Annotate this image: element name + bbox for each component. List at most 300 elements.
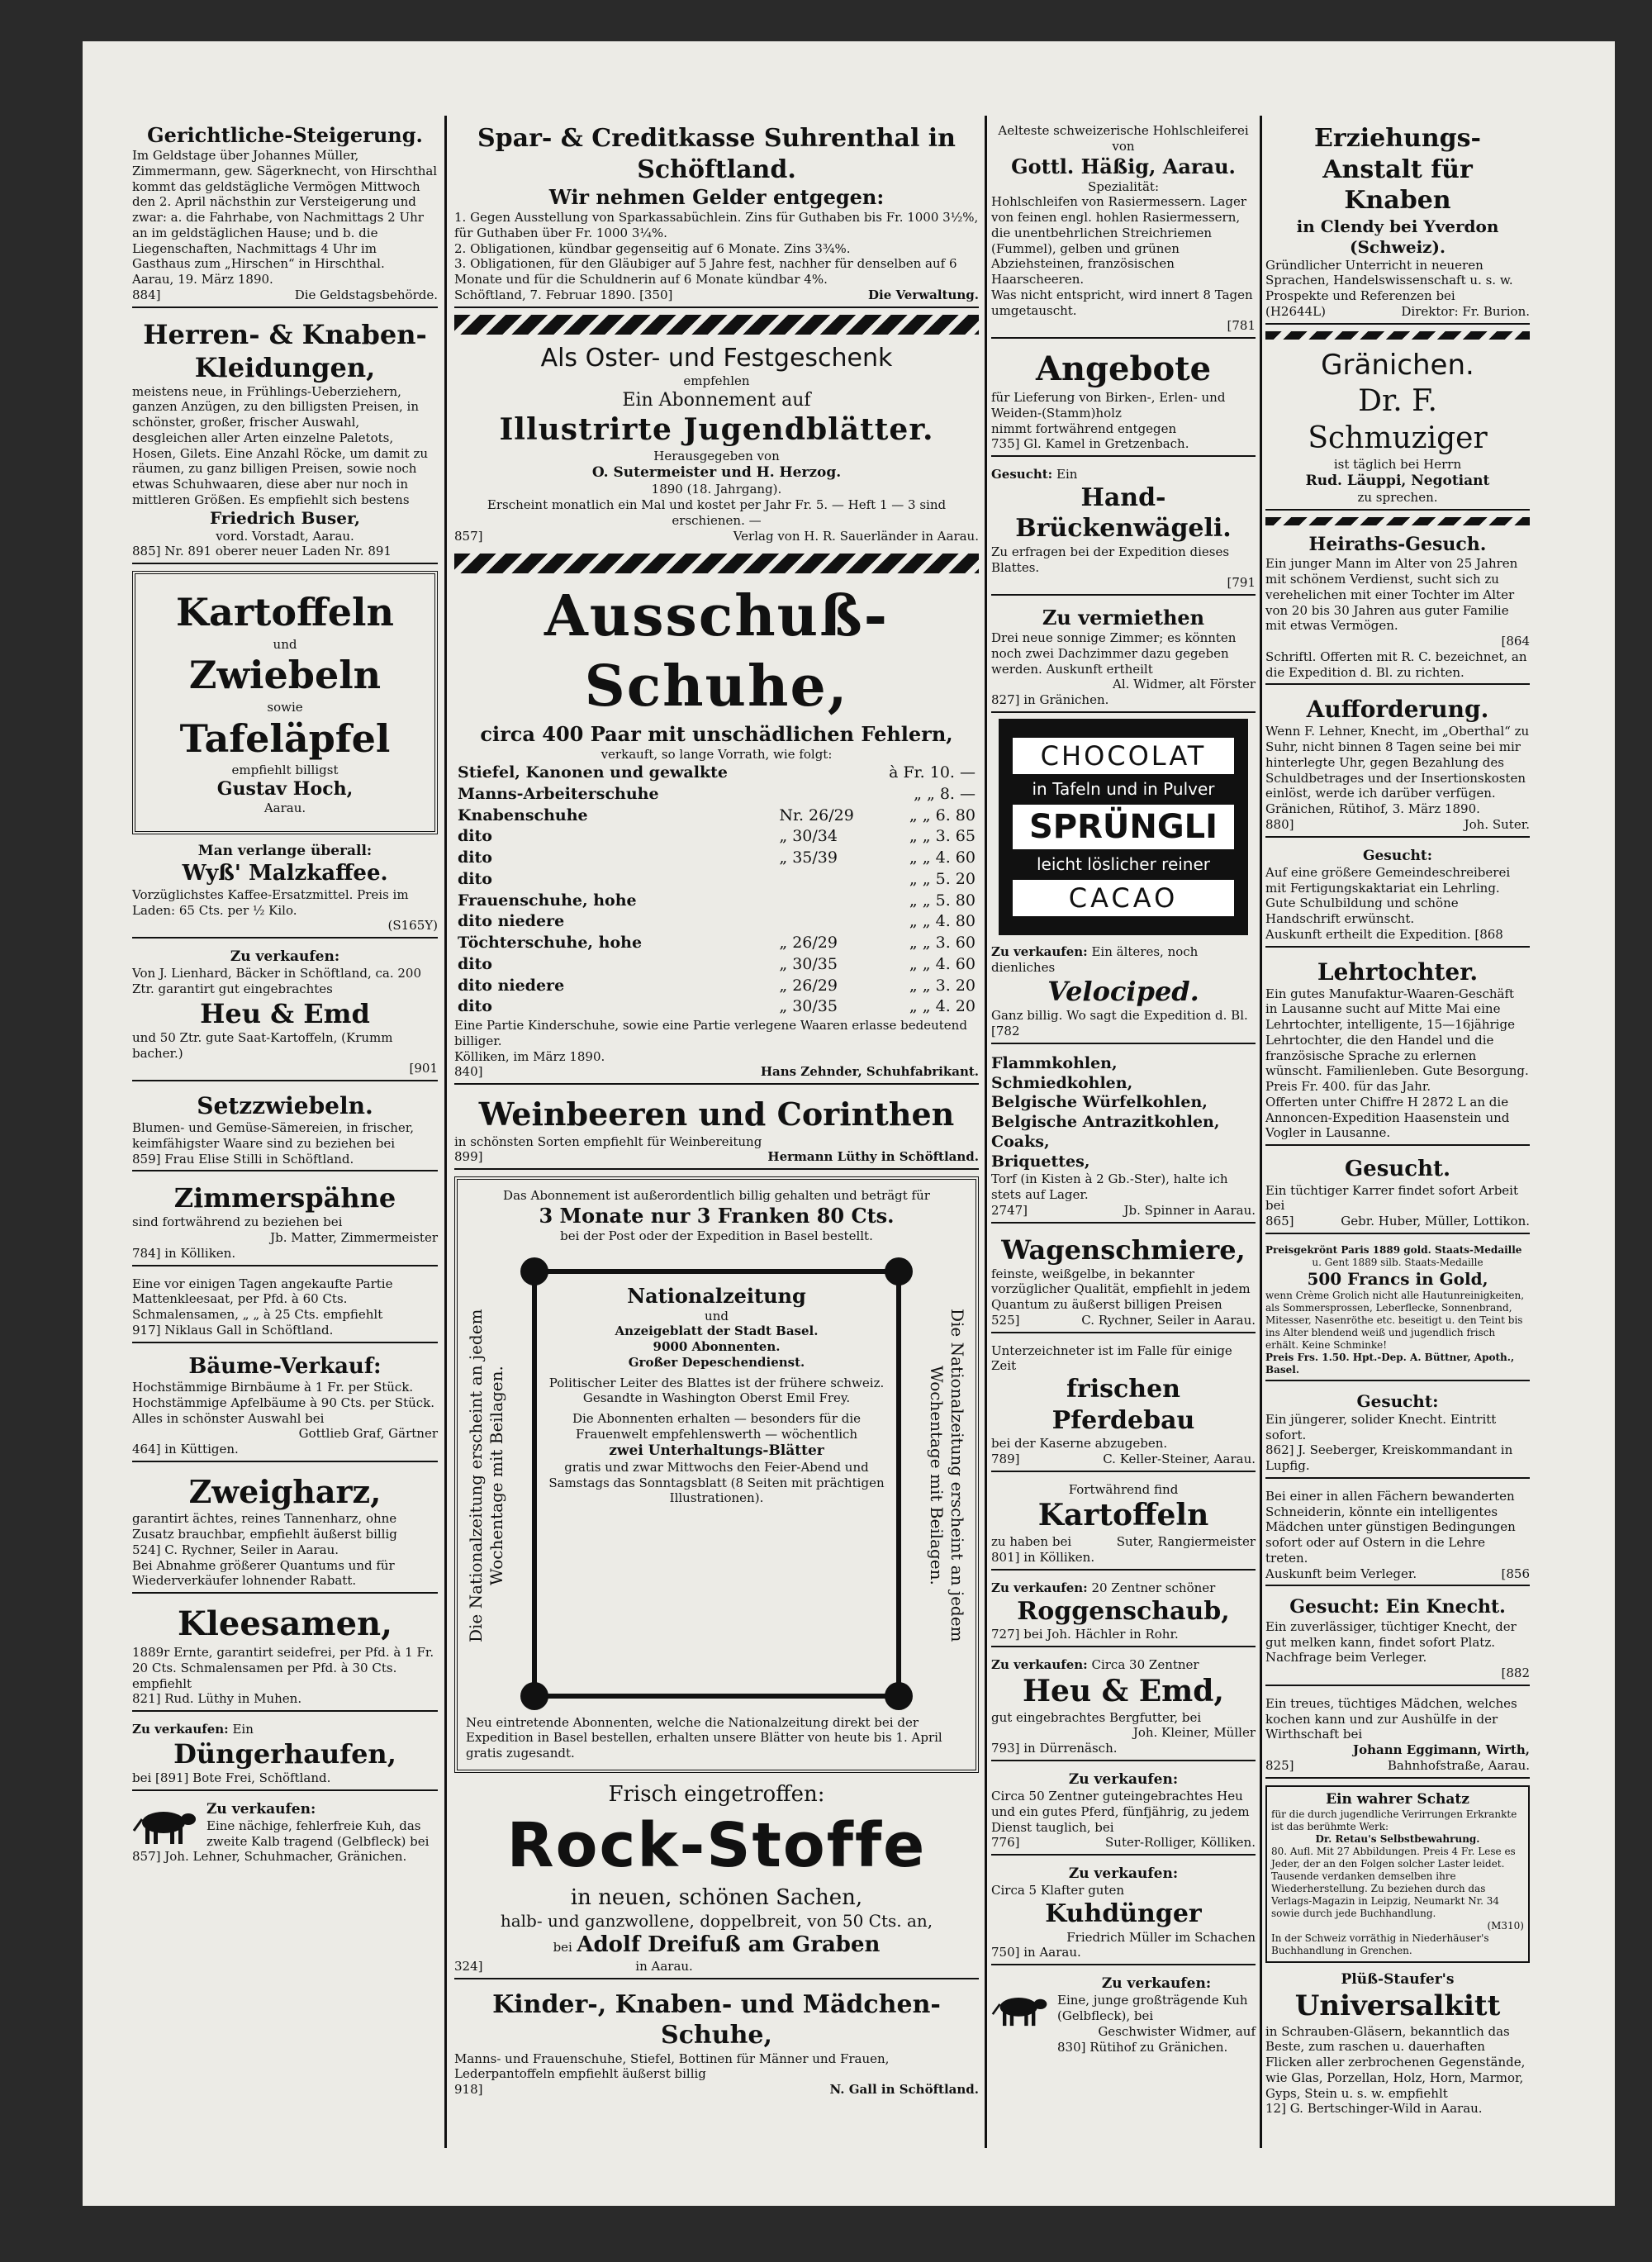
ad-text: Eine vor einigen Tagen angekaufte Partie Mattenkleesaat, per Pfd. à 60 Cts. Schmalensamen, „ „ à 25 Cts. empfiehlt [132,1276,393,1322]
ad-setzzwiebeln [132,1088,438,1171]
price-cell: „ „ 6. 80 [909,805,976,824]
corner-dot [520,1257,548,1285]
ad-number: 885] Nr. 891 oberer neuer Laden Nr. 891 [132,544,392,559]
ad-ostergeschenk [454,340,979,548]
ad-kinderschuhe [454,1986,979,2101]
price-row [454,869,979,891]
ad-signature: 859] Frau Elise Stilli in Schöftland. [132,1151,354,1167]
ad-text: Circa 50 Zentner guteingebrachtes Heu und ein gutes Pferd, fünfjährig, zu jedem Dienst tauglich, bei [991,1789,1250,1835]
ad-head: Zu verkaufen: [991,1580,1088,1595]
ad-title: Ein wahrer Schatz [1326,1790,1469,1808]
ad-text: Was nicht entspricht, wird innert 8 Tagen umgetauscht. [991,287,1253,318]
ad-signature: C. Keller-Steiner, Aarau. [1103,1451,1256,1466]
ad-number: 884] [132,287,161,302]
ad-number: 801] in Kölliken. [991,1550,1095,1565]
ad-text: und 50 Ztr. gute Saat-Kartoffeln, (Krumm bacher.) [132,1029,393,1061]
ad-text: Drei neue sonnige Zimmer; es könnten noch zwei Dachzimmer dazu gegeben werden. Auskunft ertheilt [991,630,1237,677]
ad-kartoffeln [991,1479,1256,1571]
cow-icon [991,1989,1049,2030]
ad-baeume-verkauf [132,1350,438,1462]
ad-text: 20 Zentner schöner [1091,1580,1216,1595]
ad-text: Die Abonnenten erhalten — besonders für die Frauenwelt empfehlenswerth — wöchentlich [572,1411,862,1442]
size-cell: „ 30/34 [779,827,838,846]
ad-text: Neu eintretende Abonnenten, welche die Nationalzeitung direkt bei der Expedition in Basel bestellen, erhalten unsere Blätter von heute bis 1. April gratis zugesandt. [466,1714,942,1761]
ad-number: 789] [991,1451,1020,1466]
ad-head: Zu verkaufen: [132,1722,229,1737]
ad-text: Unterzeichneter ist im Falle für einige Zeit [991,1342,1232,1374]
ad-text: halb- und ganzwollene, doppelbreit, von 50 Cts. an, [500,1911,933,1932]
ad-head: Zu verkaufen: [991,943,1088,959]
ad-number: 830] Rütihof zu Gränichen. [1057,2039,1228,2055]
item-cell: Stiefel, Kanonen und gewalkte [458,763,728,782]
column-1 [132,120,438,1875]
ad-signature: 735] Gl. Kamel in Gretzenbach. [991,436,1189,452]
ad-text: bei [553,1940,572,1955]
ad-number: (S165Y) [387,918,438,934]
ad-text: Ein gutes Manufaktur-Waaren-Geschäft in Lausanne sucht auf Mitte Mai eine Lehrtochter, intelligente, 15—16jährige Lehrtochter, die den Handel und die französische Sprache zu erlernen wünscht. Familienleben. Gute Besorgung. Preis Fr. 400. für das Jahr. [1265,986,1529,1094]
ad-knecht-2 [1265,1593,1530,1686]
size-cell [776,763,870,784]
ad-number: 2747] [991,1202,1028,1218]
ad-text: Ein Abonnement auf [622,389,811,411]
ad-title: Tafeläpfel [179,715,391,761]
ad-knecht [1265,1388,1530,1479]
ad-zweigharz [132,1469,438,1594]
ad-head: Gesucht: [1362,847,1433,864]
ad-text: Eine Partie Kinderschuhe, sowie eine Partie verlegene Waaren erlasse bedeutend billiger. [454,1018,967,1048]
ad-item: 2. Obligationen, kündbar gegenseitig auf 6 Monate. Zins 3¾%. [454,240,851,256]
ad-text: in Tafeln und in Pulver [1032,778,1215,799]
ad-text: Ein zuverlässiger, tüchtiger Knecht, der gut melken kann, findet sofort Platz. Nachfrage beim Verleger. [1265,1618,1517,1666]
ad-head: Zu verkaufen: [230,948,340,965]
ad-head: Man verlange überall: [197,843,373,859]
ad-text: für Lieferung von Birken-, Erlen- und Weiden-(Stamm)holz [991,390,1226,421]
ad-roggenschaub [991,1577,1256,1647]
ad-text: Ein treues, tüchtiges Mädchen, welches kochen kann und zur Aushülfe in der Wirthschaft bei [1265,1695,1517,1742]
ad-number: 464] in Küttigen. [132,1442,239,1457]
ad-sparkasse [454,120,979,308]
item-cell: Knabenschuhe [458,805,588,824]
ad-number: [901 [409,1061,438,1076]
ad-text: von [1112,138,1135,154]
ad-karrer [1265,1152,1530,1234]
ad-text: gratis und zwar Mittwochs den Feier-Abend und Samstags das Sonntagsblatt (8 Seiten mit prächtigen Illustrationen). [548,1459,885,1506]
decorative-stripe [1265,331,1530,340]
price-cell: „ „ 4. 60 [909,848,976,867]
ad-title: Gottl. Häßig, Aarau. [1011,154,1236,178]
ad-wagenschmiere [991,1230,1256,1333]
ad-number: [350] [639,287,673,302]
ad-malzkaffee [132,839,438,939]
ad-number: 899] [454,1149,483,1165]
ad-nationalzeitung [454,1176,979,1773]
ad-heu-emd [132,945,438,1081]
ad-kleesamen [132,1600,438,1712]
ad-number: 750] in Aarau. [991,1945,1081,1960]
ad-lehrtochter [1265,954,1530,1147]
ad-signature: J. Seeberger, Kreiskommandant in Lupfig. [1265,1442,1513,1473]
item-cell: dito niedere [458,976,565,995]
ad-kuhduenger [991,1862,1256,1965]
item-cell: Töchterschuhe, hohe [458,934,643,952]
ad-signature: Verlag von H. R. Sauerländer in Aarau. [733,528,979,544]
ad-signature: 821] Rud. Lüthy in Muhen. [132,1691,302,1707]
ad-date: Gränichen, Rütihof, 3. März 1890. [1265,801,1480,816]
coal-item: Belgische Antrazitkohlen, [991,1113,1220,1131]
ad-kohlen [991,1051,1256,1224]
column-rule [444,116,447,2148]
price-row [454,826,979,848]
ad-number: 840] [454,1064,483,1080]
ad-text: Von J. Lienhard, Bäcker in Schöftland, ca. 200 Ztr. garantirt gut eingebrachtes [132,966,422,996]
ad-head: Gesucht: [1356,1390,1439,1411]
ad-text: Ein jüngerer, solider Knecht. Eintritt sofort. [1265,1411,1497,1442]
ad-title: Heu & Emd, [1023,1673,1224,1708]
ad-number: 857] [454,528,483,544]
size-cell [776,784,870,805]
ad-signature: Al. Widmer, alt Förster [1113,677,1256,692]
ad-title: Bäume-Verkauf: [188,1353,382,1379]
ad-title: Zu vermiethen [1042,606,1205,630]
ad-text: Gründlicher Unterricht in neueren Sprachen, Handelswissenschaft u. s. w. Prospekte und Referenzen bei [1265,257,1513,303]
ad-title: Gerichtliche-Steigerung. [147,123,423,147]
ad-text: Politischer Leiter des Blattes ist der frühere schweiz. Gesandte in Washington Oberst Emil Frey. [548,1375,885,1406]
ad-wahrer-schatz [1265,1785,1530,1963]
size-cell [776,869,870,891]
price-cell: à Fr. 10. — [889,763,976,782]
ad-text: Vorzüglichstes Kaffee-Ersatzmittel. Preis im Laden: 65 Cts. per ½ Kilo. [132,886,409,918]
ad-text: Circa 5 Klafter guten [991,1883,1125,1898]
coal-item: Coaks, [991,1132,1050,1151]
ad-text: ist täglich bei Herrn [1333,457,1462,472]
ad-text: u. Gent 1889 silb. Staats-Medaille [1312,1256,1483,1268]
ad-title: Gesucht. [1344,1157,1451,1181]
ad-text: und [273,636,297,652]
price-row [454,933,979,954]
ad-head: Plüß-Staufer's [1341,1970,1455,1988]
ad-title: Heu & Emd [200,997,370,1029]
ad-ausschuss-schuhe [454,578,979,1085]
ad-head: Zu verkaufen: [1068,1770,1179,1788]
ad-head: Frisch eingetroffen: [608,1781,825,1807]
ad-text: empfiehlt billigst [231,763,339,777]
ad-text: garantirt ächtes, reines Tannenharz, ohne Zusatz brauchbar, empfiehlt äußerst billig [132,1511,397,1542]
ad-address: vord. Vorstadt, Aarau. [216,528,354,544]
ad-text: empfehlen [683,373,750,388]
ad-text: feinste, weißgelbe, in bekannter vorzüglicher Qualität, empfiehlt in jedem Quantum zu äußerst billigen Preisen [991,1266,1251,1312]
item-cell: dito [458,997,492,1016]
ad-number: [782 [991,1024,1020,1038]
ad-signature: Adolf Dreifuß am Graben [577,1932,881,1958]
price-cell: „ „ 4. 20 [909,997,976,1016]
ad-signature: bei [891] Bote Frei, Schöftland. [132,1770,331,1785]
ad-chocolat-spruengli [1001,721,1246,933]
ad-text: zu haben bei [991,1534,1072,1550]
ad-text: Bei einer in allen Fächern bewanderten Schneiderin, könnte ein intelligentes Mädchen unter günstigen Bedingungen sofort oder auf Ostern in die Lehre treten. [1265,1488,1516,1566]
ad-heu-emd-2 [991,1654,1256,1761]
ad-erziehungsanstalt [1265,120,1530,325]
ad-text: 80. Aufl. Mit 27 Abbildungen. Preis 4 Fr. Lese es Jeder, der an den Folgen solcher Laster leidet. Tausende verdanken demselben ihre Wiederherstellung. Zu beziehen durch das Verlags-Magazin in Leipzig, Neumarkt Nr. 34 sowie durch jede Buchhandlung. [1271,1845,1516,1919]
ad-hohlschleiferei [991,120,1256,339]
ad-title: CACAO [1013,880,1234,916]
price-cell: „ „ 5. 80 [909,891,976,910]
ad-text: gut eingebrachtes Bergfutter, bei [991,1709,1202,1725]
ad-title: Gesucht: Ein Knecht. [1289,1596,1506,1618]
nz-frame [532,1269,901,1699]
ad-title: Setzzwiebeln. [197,1092,373,1119]
column-3 [991,120,1256,2065]
ad-head: Zu verkaufen: [1101,1975,1212,1992]
ad-title: Heiraths-Gesuch. [1308,533,1487,555]
coal-item: Flammkohlen, [991,1053,1118,1072]
ad-title: Zimmerspähne [173,1182,396,1214]
ad-text: Ein tüchtiger Karrer findet sofort Arbeit bei [1265,1182,1518,1214]
ad-text: Ein älteres, noch dienliches [991,943,1199,975]
ad-title: CHOCOLAT [1013,738,1234,774]
ad-title: Velociped. [1047,976,1199,1008]
ad-mattenkleesaat [132,1273,438,1343]
decorative-stripe [454,315,979,335]
ad-signature: Suter, Rangiermeister [1116,1534,1256,1550]
price-row [454,784,979,805]
ad-number: (M310) [1487,1919,1524,1932]
ad-signature: 727] bei Joh. Hächler in Rohr. [991,1627,1179,1642]
ad-address: Bahnhofstraße, Aarau. [1387,1757,1530,1773]
ad-text: sind fortwährend zu beziehen bei [132,1214,343,1230]
ad-title: Zweigharz, [188,1472,382,1510]
ad-text: Das Abonnement ist außerordentlich billig gehalten und beträgt für [503,1188,930,1203]
ad-title: Kartoffeln [1037,1498,1209,1533]
ad-signature: Die Geldstagsbehörde. [294,287,438,302]
ad-title: Kleesamen, [177,1604,393,1643]
ad-text: Ein [232,1722,254,1737]
price-row [454,954,979,976]
ad-title: Kinder-, Knaben- und Mädchen-Schuhe, [492,1989,941,2050]
ad-subtitle: circa 400 Paar mit unschädlichen Fehlern, [480,722,953,747]
ad-brueckenwaegeli [991,463,1256,596]
item-cell: dito [458,848,492,867]
ad-text: wenn Crème Grolich nicht alle Hautunreinigkeiten, als Sommersprossen, Leberflecke, Sonnenbrand, Mitesser, Nasenröthe etc. beseitigt u. den Teint bis ins Alter blendend weiß und jugendlich frisch erhält. Keine Schminke! [1265,1289,1525,1351]
ad-signature: Johann Eggimann, Wirth, [1353,1742,1530,1757]
ad-text: Herausgegeben von [653,449,780,464]
ad-text: Zu erfragen bei der Expedition dieses Blattes. [991,544,1230,575]
column-4 [1265,120,1530,2127]
price-row [454,976,979,997]
ad-text: verkauft, so lange Vorrath, wie folgt: [601,747,833,763]
ad-place: in Aarau. [635,1958,693,1974]
ad-text: O. Sutermeister und H. Herzog. [591,464,842,481]
ad-kuh-2 [991,1972,1256,2058]
item-cell: dito [458,827,492,846]
ad-signature: Hans Zehnder, Schuhfabrikant. [760,1064,979,1080]
ad-title: Universalkitt [1294,1989,1501,2022]
item-cell: dito [458,869,492,888]
ad-signature: Friedrich Müller im Schachen [1066,1929,1256,1945]
ad-text: Ein junger Mann im Alter von 25 Jahren mit schönem Verdienst, sucht sich zu verehelichen mit einer Tochter im Alter von 20 bis 30 Jahren aus guter Familie mit etwas Vermögen. [1265,556,1518,634]
ad-maedchen [1265,1693,1530,1779]
size-cell: „ 26/29 [779,934,838,952]
item-cell: Frauenschuhe, hohe [458,891,637,910]
ad-text: Preis Frs. 1.50. Hpt.-Dep. A. Büttner, Apoth., Basel. [1265,1351,1515,1376]
newspaper-page [83,41,1615,2206]
ad-text: Auskunft ertheilt die Expedition. [1265,926,1471,942]
price-row [454,891,979,912]
ad-signature: 524] C. Rychner, Seiler in Aarau. [132,1542,339,1557]
ad-text: Spezialität: [1087,178,1160,194]
ad-signature: Hermann Lüthy in Schöftland. [767,1149,979,1165]
ad-signature: C. Rychner, Seiler in Aarau. [1081,1312,1256,1328]
ad-head: Fortwährend find [1068,1481,1179,1497]
price-cell: „ „ 4. 80 [909,912,976,931]
price-table [454,763,979,1018]
size-cell [776,891,870,912]
ad-weinbeeren [454,1091,979,1170]
size-cell: „ 26/29 [779,976,838,995]
ad-universalkitt [1265,1968,1530,2120]
ad-text: und [705,1308,729,1323]
ad-text: Blumen- und Gemüse-Sämereien, in frischer, keimfähigster Waare sind zu beziehen bei [132,1120,415,1151]
ad-title: Aufforderung. [1306,696,1489,724]
ad-number: 865] [1265,1214,1294,1228]
size-cell: „ 35/39 [779,848,838,867]
ad-title: Lehrtochter. [1317,958,1479,986]
ad-title: Als Oster- und Festgeschenk [540,343,893,373]
ad-number: [856 [1501,1566,1530,1581]
ad-signature: Gebr. Huber, Müller, Lottikon. [1341,1214,1530,1228]
price-cell: „ „ 4. 60 [909,954,976,973]
price-cell: „ „ 8. — [914,784,976,803]
cow-icon [132,1803,198,1847]
ad-text: bei der Post oder der Expedition in Basel bestellt. [560,1228,873,1243]
size-cell: „ 30/35 [779,954,838,973]
price-cell: „ „ 3. 65 [909,827,976,846]
ad-head: Aelteste schweizerische Hohlschleiferei [998,123,1249,138]
ad-text: Anzeigeblatt der Stadt Basel. [615,1323,819,1339]
ad-kartoffeln-zwiebeln [132,571,438,834]
ad-text: Hochstämmige Birnbäume à 1 Fr. per Stück. Hochstämmige Apfelbäume à 90 Cts. per Stück. Alles in schönster Auswahl bei [132,1380,435,1426]
ad-date: Aarau, 19. März 1890. [132,272,273,287]
ad-signature: Geschwister Widmer, auf [1098,2023,1256,2039]
ad-pferdebau [991,1340,1256,1472]
ad-number: [882 [1501,1666,1530,1680]
ad-signature: 917] Niklaus Gall in Schöftland. [132,1322,334,1338]
ad-text: Hohlschleifen von Rasiermessern. Lager von feinen engl. hohlen Rasiermessern, die unentbehrlichen Streichriemen (Fummel), gelben und grünen Abziehsteinen, französischen Haarscheeren. [991,194,1247,287]
ad-text: Torf (in Kisten à 2 Gb.-Ster), halte ich stets auf Lager. [991,1171,1228,1202]
corner-dot [885,1257,913,1285]
ad-subtitle: in neuen, schönen Sachen, [570,1884,863,1910]
ad-title: Angebote [1035,349,1212,388]
ad-item: 3. Obligationen, für den Gläubiger auf 5 Jahre fest, nachher für denselben auf 6 Monate und für die Schuldnerin auf 6 Monate kündbar 4%. [454,256,957,287]
ad-number: 827] in Gränichen. [991,692,1109,707]
ad-text: 1890 (18. Jahrgang). [651,482,782,497]
ad-title: Kuhdünger [1045,1899,1202,1928]
ad-signature: Suter-Rolliger, Kölliken. [1105,1835,1256,1851]
decorative-stripe [1265,517,1530,525]
ad-text: nimmt fortwährend entgegen [991,421,1177,436]
ad-text: Im Geldstage über Johannes Müller, Zimmermann, gew. Sägerknecht, von Hirschthal kommt das geldstägliche Vermögen Mittwoch den 2. April nächsthin zur Versteigerung und zwar: a. die Fahrhabe, von Nachmittags 2 Uhr an im geldstäglichen Hause; und b. die Liegenschaften, Nachmittags 4 Uhr im Gasthaus zum „Hirschen“ in Hirschthal. [132,148,438,272]
ad-text: zu sprechen. [1357,490,1438,505]
ad-title: Erziehungs-Anstalt für Knaben [1314,124,1481,215]
ad-name: Dr. F. Schmuziger [1308,384,1488,455]
size-cell [776,911,870,933]
ad-title: SPRÜNGLI [1013,805,1234,849]
ad-velociped [991,941,1256,1044]
ad-number: 918] [454,2082,483,2097]
ad-gerichtliche-steigerung [132,120,438,308]
ad-head: Gesucht: [991,467,1053,482]
ad-title: Hand-Brückenwägeli. [1015,482,1232,544]
ad-text: Schriftl. Offerten mit R. C. bezeichnet, an die Expedition d. Bl. zu richten. [1265,649,1527,680]
ad-heiraths-gesuch [1265,530,1530,686]
ad-signature: 857] Joh. Lehner, Schuhmacher, Gränichen. [132,1849,407,1865]
ad-graenichen-arzt [1265,345,1530,511]
ad-text: zwei Unterhaltungs-Blätter [609,1442,824,1459]
ad-zimmerspaehne [132,1178,438,1266]
ad-text: für die durch jugendliche Verirrungen Erkrankte ist das berühmte Werk: [1271,1808,1517,1832]
ad-text: Circa 30 Zentner [1091,1656,1199,1672]
ad-text: Eine nächige, fehlerfreie Kuh, das zweite Kalb tragend (Gelbfleck) bei [206,1818,430,1849]
ad-subtitle: Wir nehmen Gelder entgegen: [548,185,885,209]
ad-text: Eine, junge großträgende Kuh (Gelbfleck), bei [1057,1993,1248,2023]
ad-number: (H2644L) [1265,303,1326,319]
ad-text: Auskunft beim Verleger. [1265,1566,1417,1581]
side-text-right: Die Nationalzeitung erscheint an jedem Wochentage mit Beilagen. [927,1308,967,1642]
size-cell: „ 30/35 [779,997,838,1016]
ad-title: frischen Pferdebau [1051,1375,1195,1435]
ad-title: Illustrirte Jugendblätter. [499,412,934,448]
ad-text: Ganz billig. Wo sagt die Expedition d. Bl. [991,1008,1248,1024]
ad-signature: 12] G. Bertschinger-Wild in Aarau. [1265,2101,1483,2117]
ad-date: Schöftland, 7. Februar 1890. [454,287,636,302]
ad-zu-vermiethen [991,602,1256,713]
ad-number: [781 [1227,318,1256,334]
ad-number: [791 [1227,575,1256,591]
ad-signature: Joh. Kleiner, Müller [1132,1725,1256,1741]
price-row [454,911,979,933]
ad-number: 793] in Dürrenäsch. [991,1741,1118,1756]
ad-pferd [991,1768,1256,1856]
price-cell: „ „ 5. 20 [909,869,976,888]
ad-signature: Joh. Suter. [1464,816,1530,832]
ad-text: Ein [1056,467,1078,482]
ad-price: 3 Monate nur 3 Franken 80 Cts. [539,1203,895,1228]
ad-item: 1. Gegen Ausstellung von Sparkassabüchlein. Zins für Guthaben bis Fr. 1000 3½%, für Guthaben über Fr. 1000 3¼%. [454,210,979,240]
ad-signature: Gottlieb Graf, Gärtner [298,1426,438,1442]
ad-text: Wenn F. Lehner, Knecht, im „Oberthal“ zu Suhr, nicht binnen 8 Tagen seine bei mir hinterlegte Uhr, gegen Bezahlung des Schuldbetrages und der Insertionskosten einlöst, werde ich darüber verfügen. [1265,724,1530,801]
coal-list [991,1054,1256,1172]
ad-creme-grolich [1265,1241,1530,1381]
ad-text: Rud. Läuppi, Negotiant [1305,472,1490,489]
column-rule [985,116,987,2148]
ad-title: Nationalzeitung [627,1283,806,1308]
ad-title: Düngerhaufen, [173,1737,396,1770]
ad-title: Wagenschmiere, [1001,1233,1246,1266]
ad-date: Kölliken, im März 1890. [454,1048,605,1064]
ad-text: bei der Kaserne abzugeben. [991,1436,1168,1451]
price-row [454,996,979,1018]
ad-lehrling [1265,844,1530,948]
corner-dot [885,1682,913,1710]
price-row [454,805,979,827]
ad-text: Großer Depeschendienst. [628,1354,805,1370]
ad-number: 776] [991,1835,1020,1851]
ad-head: Zu verkaufen: [1068,1865,1179,1882]
coal-item: Schmiedkohlen, [991,1073,1133,1092]
ad-number: 525] [991,1312,1020,1328]
ad-head: Zu verkaufen: [206,1800,316,1818]
ad-place: in Clendy bei Yverdon (Schweiz). [1296,216,1499,257]
price-row [454,848,979,869]
